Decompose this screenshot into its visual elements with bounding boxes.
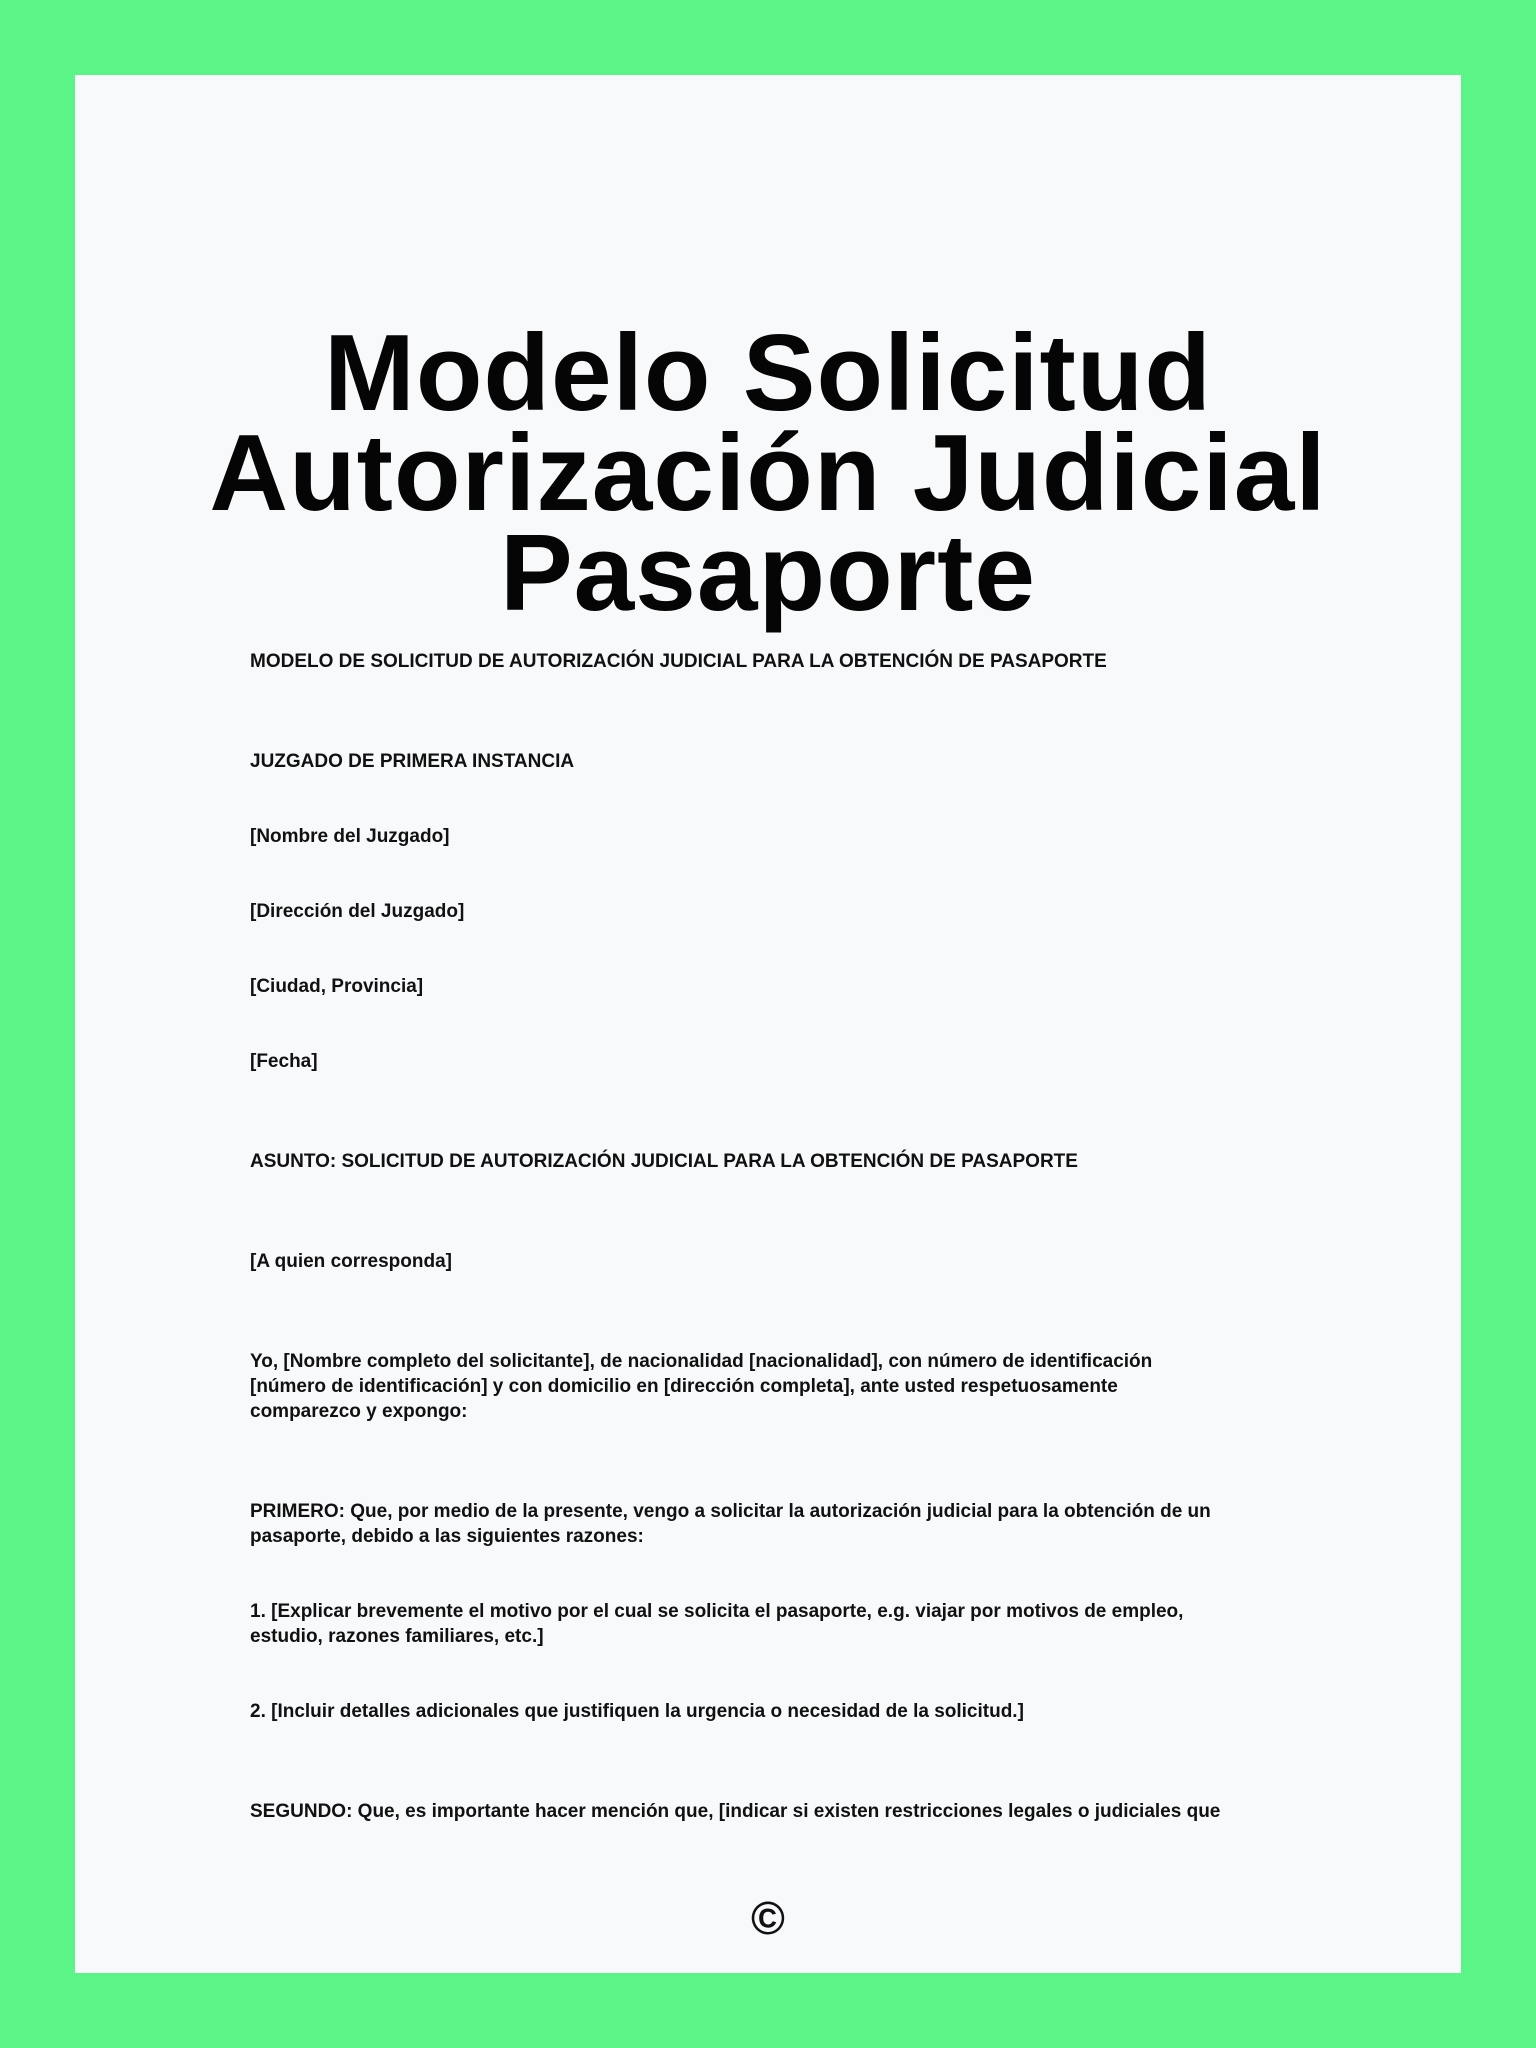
item-2: 2. [Incluir detalles adicionales que justifiquen la urgencia o necesidad de la solicitud.]	[250, 1701, 1024, 1722]
segundo: SEGUNDO: Que, es importante hacer mención que, [indicar si existen restricciones legales o judiciales que	[250, 1801, 1221, 1822]
item-1-line-1: 1. [Explicar brevemente el motivo por el cual se solicita el pasaporte, e.g. viajar por motivos de empleo,	[250, 1601, 1184, 1622]
intro-line-1: Yo, [Nombre completo del solicitante], de nacionalidad [nacionalidad], con número de identificación	[250, 1351, 1153, 1372]
court-address: [Dirección del Juzgado]	[250, 901, 465, 922]
document-heading: MODELO DE SOLICITUD DE AUTORIZACIÓN JUDICIAL PARA LA OBTENCIÓN DE PASAPORTE	[250, 651, 1107, 672]
court-name: [Nombre del Juzgado]	[250, 826, 450, 847]
title-line-1: Modelo Solicitud	[324, 312, 1212, 434]
primero-line-1: PRIMERO: Que, por medio de la presente, vengo a solicitar la autorización judicial para la obtención de un	[250, 1501, 1211, 1522]
primero-line-2: pasaporte, debido a las siguientes razones:	[250, 1526, 644, 1547]
document-page	[75, 75, 1461, 1973]
intro-line-2: [número de identificación] y con domicilio en [dirección completa], ante usted respetuosamente	[250, 1376, 1118, 1397]
date: [Fecha]	[250, 1051, 318, 1072]
greeting: [A quien corresponda]	[250, 1251, 452, 1272]
title-line-3: Pasaporte	[499, 512, 1037, 634]
item-1-line-2: estudio, razones familiares, etc.]	[250, 1626, 544, 1647]
copyright-icon: ©	[751, 1892, 785, 1944]
intro-line-3: comparezco y expongo:	[250, 1401, 468, 1422]
subject: ASUNTO: SOLICITUD DE AUTORIZACIÓN JUDICIAL PARA LA OBTENCIÓN DE PASAPORTE	[250, 1151, 1078, 1172]
title-line-2: Autorización Judicial	[209, 412, 1327, 534]
city: [Ciudad, Provincia]	[250, 976, 424, 997]
document-title	[75, 312, 1461, 634]
court-label: JUZGADO DE PRIMERA INSTANCIA	[250, 751, 575, 772]
